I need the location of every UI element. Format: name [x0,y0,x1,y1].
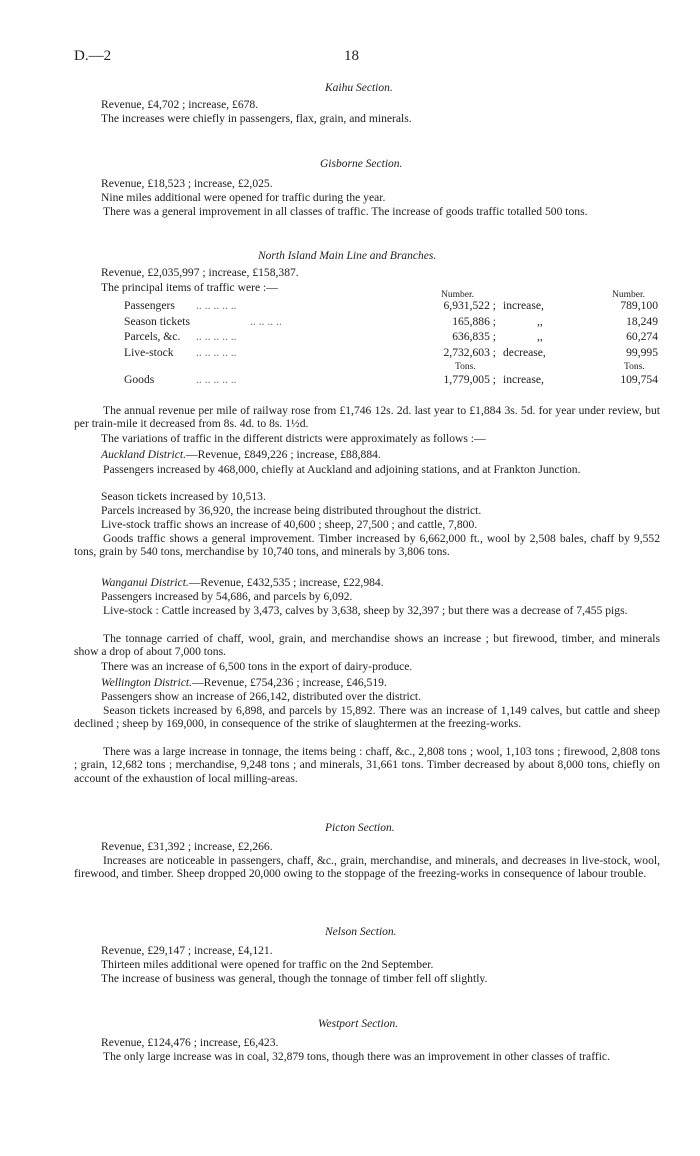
auckland-title: Auckland District. [101,448,187,461]
variations-intro: The variations of traffic in the different districts were approximately as follows :— [101,432,486,445]
row-label: Season tickets [124,315,191,328]
row-amount: 789,100 [620,299,658,312]
section-heading-westport: Westport Section. [318,1018,399,1030]
row-change: ,, [537,315,543,328]
row-value: 2,732,603 ; [443,346,496,359]
wellington-heading [101,676,387,689]
row-value: 1,779,005 ; [443,373,496,386]
row-change: decrease, [503,346,546,359]
nelson-revenue: Revenue, £29,147 ; increase, £4,121. [101,944,273,957]
section-heading-picton: Picton Section. [325,822,395,834]
gisborne-line1: Nine miles additional were opened for traffic during the year. [101,191,386,204]
north-island-intro: The principal items of traffic were :— [101,281,278,294]
wellington-revenue: —Revenue, £754,236 ; increase, £46,519. [192,676,387,689]
wanganui-livestock: Live-stock : Cattle increased by 3,473, calves by 3,638, sheep by 32,397 ; but there was a decrease of 7,455 pigs. [103,604,628,617]
row-amount: 60,274 [626,330,658,343]
gisborne-revenue: Revenue, £18,523 ; increase, £2,025. [101,177,273,190]
row-label: Parcels, &c. [124,330,181,343]
column-header-tons-2: Tons. [624,362,645,372]
section-heading-gisborne: Gisborne Section. [320,158,403,170]
kaihu-revenue: Revenue, £4,702 ; increase, £678. [101,98,259,111]
row-value: 636,835 ; [452,330,496,343]
westport-text: The only large increase was in coal, 32,879 tons, though there was an improvement in other classes of traffic. [103,1050,610,1063]
annual-revenue-paragraph: The annual revenue per mile of railway rose from £1,746 12s. 2d. last year to £1,884 3s. 5d. for year under review, but per train-mile it decreased from 8s. 4d. to 8s. 1½d. [74,404,660,431]
wellington-title: Wellington District. [101,676,193,689]
auckland-revenue: —Revenue, £849,226 ; increase, £88,884. [186,448,381,461]
leader-dots: .. .. .. .. .. [196,346,237,359]
section-heading-kaihu: Kaihu Section. [325,82,393,94]
auckland-passengers: Passengers increased by 468,000, chiefly at Auckland and adjoining stations, and at Frankton Junction. [103,463,581,476]
section-heading-north-island: North Island Main Line and Branches. [258,250,437,262]
column-header-tons-1: Tons. [455,362,476,372]
auckland-livestock: Live-stock traffic shows an increase of 40,600 ; sheep, 27,500 ; and cattle, 7,800. [101,518,478,531]
page-number: 18 [344,48,359,64]
wellington-passengers: Passengers show an increase of 266,142, distributed over the district. [101,690,422,703]
auckland-season: Season tickets increased by 10,513. [101,490,266,503]
auckland-goods: Goods traffic shows a general improvement. Timber increased by 6,662,000 ft., wool by 2,508 bales, chaff by 9,552 tons, grain by 540 tons, merchandise by 10,740 tons, and minerals by 3,806 tons. [74,532,660,559]
leader-dots: .. .. .. .. [250,315,282,328]
wanganui-title: Wanganui District. [101,576,189,589]
picton-revenue: Revenue, £31,392 ; increase, £2,266. [101,840,273,853]
wellington-season: Season tickets increased by 6,898, and parcels by 15,892. There was an increase of 1,149 calves, but cattle and sheep declined ; sheep by 169,000, in consequence of the strike of slaughtermen at the freezing-works. [74,704,660,731]
document-code: D.—2 [74,48,112,64]
wanganui-tonnage: The tonnage carried of chaff, wool, grain, and merchandise shows an increase ; but firewood, timber, and minerals show a drop of about 7,000 tons. [74,632,660,659]
picton-text: Increases are noticeable in passengers, chaff, &c., grain, merchandise, and minerals, and decreases in live-stock, wool, firewood, and timber. Sheep dropped 20,000 owing to the stoppage of the freezing-works in consequence of labour trouble. [74,854,660,881]
row-value: 165,886 ; [452,315,496,328]
row-change: ,, [537,330,543,343]
row-label: Goods [124,373,155,386]
north-island-revenue: Revenue, £2,035,997 ; increase, £158,387. [101,266,299,279]
row-label: Passengers [124,299,175,312]
leader-dots: .. .. .. .. .. [196,299,237,312]
row-amount: 109,754 [620,373,658,386]
wanganui-dairy: There was an increase of 6,500 tons in the export of dairy-produce. [101,660,413,673]
westport-revenue: Revenue, £124,476 ; increase, £6,423. [101,1036,279,1049]
wanganui-heading [101,576,384,589]
nelson-line1: Thirteen miles additional were opened for traffic on the 2nd September. [101,958,434,971]
gisborne-line2: There was a general improvement in all classes of traffic. The increase of goods traffic totalled 500 tons. [103,205,588,218]
row-change: increase, [503,299,544,312]
row-amount: 99,995 [626,346,658,359]
row-change: increase, [503,373,544,386]
row-value: 6,931,522 ; [443,299,496,312]
auckland-heading [101,448,381,461]
column-header-number-1: Number. [441,290,474,300]
wanganui-passengers: Passengers increased by 54,686, and parcels by 6,092. [101,590,353,603]
wanganui-revenue: —Revenue, £432,535 ; increase, £22,984. [188,576,384,589]
row-amount: 18,249 [626,315,658,328]
leader-dots: .. .. .. .. .. [196,330,237,343]
auckland-parcels: Parcels increased by 36,920, the increase being distributed throughout the district. [101,504,482,517]
nelson-line2: The increase of business was general, though the tonnage of timber fell off slightly. [101,972,488,985]
row-label: Live-stock [124,346,174,359]
column-header-number-2: Number. [612,290,645,300]
leader-dots: .. .. .. .. .. [196,373,237,386]
kaihu-text: The increases were chiefly in passengers, flax, grain, and minerals. [101,112,412,125]
wellington-tonnage: There was a large increase in tonnage, the items being : chaff, &c., 2,808 tons ; wool, 1,103 tons ; firewood, 2,808 tons ; grain, 12,682 tons ; merchandise, 9,248 tons ; and minerals, 31,661 tons. Timber decreased by about 8,000 tons, chiefly on account of the exhaustion of local milling-areas. [74,745,660,785]
section-heading-nelson: Nelson Section. [325,926,397,938]
